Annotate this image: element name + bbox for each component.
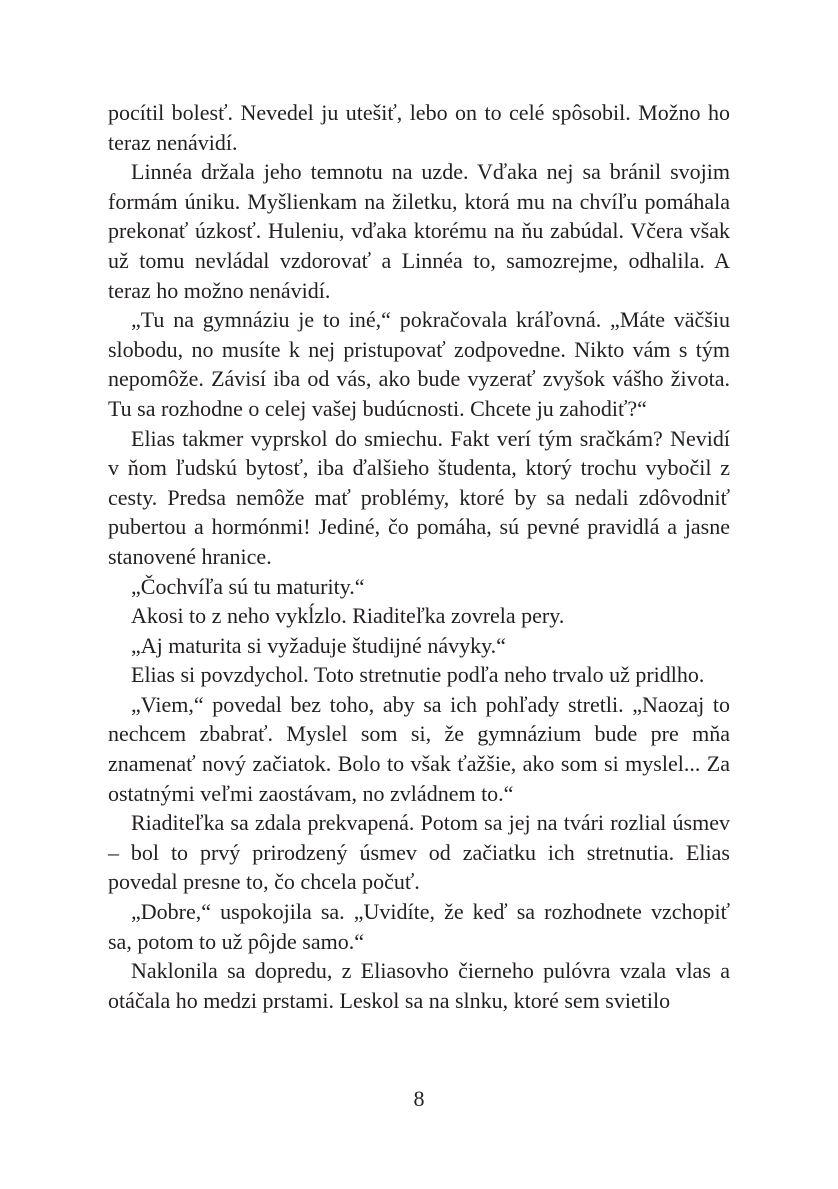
paragraph: „Čochvíľa sú tu maturity.“	[131, 573, 365, 599]
paragraph: Naklonila sa dopredu, z Eliasovho čierneho pulóvra vzala vlas a otáčala ho medzi prstami. Leskol sa na slnku, ktoré sem svietilo	[108, 958, 730, 1013]
paragraph: Elias takmer vyprskol do smiechu. Fakt verí tým sračkám? Nevidí v ňom ľudskú bytosť, iba ďalšieho študenta, ktorý trochu vybočil z cesty. Predsa nemôže mať problémy, ktoré by sa nedali zdôvodniť pubertou a hormónmi! Jediné, čo pomáha, sú pevné pravidlá a jasne stanovené hranice.	[108, 425, 730, 569]
paragraph: Linnéa držala jeho temnotu na uzde. Vďaka nej sa bránil svojim formám úniku. Myšlienkam na žiletku, ktorá mu na chvíľu pomáhala prekonať úzkosť. Huleniu, vďaka ktorému na ňu zabúdal. Včera však už tomu nevládal vzdorovať a Linnéa to, samozrejme, odhalila. A teraz ho možno nenávidí.	[108, 159, 730, 303]
paragraph: pocítil bolesť. Nevedel ju utešiť, lebo on to celé spôsobil. Možno ho teraz nenávidí.	[108, 100, 730, 155]
paragraph: „Tu na gymnáziu je to iné,“ pokračovala kráľovná. „Máte väčšiu slobodu, no musíte k nej pristupovať zodpovedne. Nikto vám s tým nepomôže. Závisí iba od vás, ako bude vyzerať zvyšok vášho života. Tu sa rozhodne o celej vašej budúcnosti. Chcete ju zahodiť?“	[108, 307, 730, 421]
paragraph: Riaditeľka sa zdala prekvapená. Potom sa jej na tvári rozlial úsmev – bol to prvý prirodzený úsmev od začiatku ich stretnutia. Elias povedal presne to, čo chcela počuť.	[108, 810, 730, 895]
page-number: 8	[413, 1086, 425, 1111]
paragraph: „Viem,“ povedal bez toho, aby sa ich pohľady stretli. „Naozaj to nechcem zbabrať. Myslel som si, že gymnázium bude pre mňa znamenať nový začiatok. Bolo to však ťažšie, ako som si myslel... Za ostatnými veľmi zaostávam, no zvládnem to.“	[108, 691, 730, 806]
paragraph: Akosi to z neho vykĺzlo. Riaditeľka zovrela pery.	[131, 603, 565, 629]
paragraph: „Aj maturita si vyžaduje študijné návyky.“	[131, 632, 506, 658]
paragraph: Elias si povzdychol. Toto stretnutie podľa neho trvalo už pridlho.	[131, 662, 705, 688]
paragraph: „Dobre,“ uspokojila sa. „Uvidíte, že keď sa rozhodnete vzchopiť sa, potom to už pôjde samo.“	[108, 899, 730, 954]
body-text	[108, 98, 730, 1015]
